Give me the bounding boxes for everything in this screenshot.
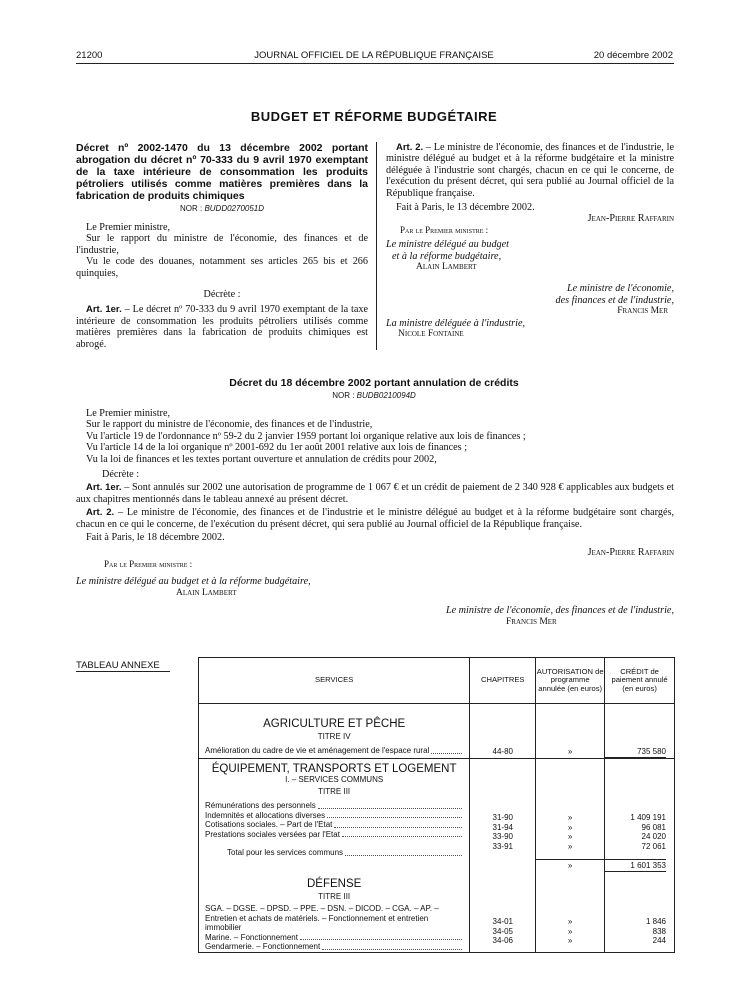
decree2-par: Par le Premier ministre :	[104, 558, 193, 569]
decree1-min-ind: La ministre déléguée à l'industrie,	[386, 317, 526, 329]
cell-chapitre: 44-80	[492, 747, 513, 756]
decree2-heading	[0, 377, 748, 400]
decree1-nor-code: BUDD0270051D	[204, 204, 265, 213]
cell-cp: 244	[652, 936, 666, 945]
decree1-par: Par le Premier ministre :	[400, 224, 489, 235]
decree1-p3: Vu le code des douanes, notamment ses articles 265 bis et 266 quinquies,	[76, 256, 368, 279]
decree1-min-budget-2: et à la réforme budgétaire,	[392, 250, 502, 262]
col-autorisation: AUTORISATION de programme annulée (en euros)	[536, 658, 605, 704]
decree2-art1: Art. 1er. – Sont annulés sur 2002 une autorisation de programme de 1 067 € et un crédit de paiement de 2 340 928 € applicables aux budgets et aux chapitres mentionnés dans le tableau annexé au présent décret.	[76, 482, 674, 505]
decree2-nor-code: BUDB0210094D	[356, 391, 416, 400]
decree1-min-eco-name: Francis Mer	[617, 306, 668, 317]
decree2-min-budget-name: Alain Lambert	[176, 587, 237, 598]
table-row: SGA. – DGSE. – DPSD. – PPE. – DSN. – DICOD. – CGA. – AP. – Entretien et achats de matériels. – Fonctionnement et entretien immobilier	[205, 904, 439, 932]
page-number: 21200	[76, 50, 103, 61]
cell-chapitre: 33-91	[492, 841, 513, 851]
table-row: Indemnités et allocations diverses	[205, 811, 463, 821]
table-row: Marine. – Fonctionnement	[205, 933, 463, 943]
decree2-p2: Sur le rapport du ministre de l'économie, des finances et de l'industrie,	[86, 419, 373, 431]
decree2-decrete: Décrète :	[102, 469, 140, 481]
decree1-fait: Fait à Paris, le 13 décembre 2002.	[396, 202, 535, 214]
decree2-body	[76, 408, 674, 628]
total-cp: 1 601 353	[605, 859, 666, 872]
total-ap: »	[536, 859, 604, 871]
cell-chapitre: 34-01	[492, 917, 513, 926]
col-chapitres: CHAPITRES	[470, 658, 536, 704]
cell-ap: »	[567, 822, 573, 832]
section-title-defense: DÉFENSE	[306, 878, 362, 890]
decree1-title: Décret nº 2002-1470 du 13 décembre 2002 portant abrogation du décret nº 70-333 du 9 avril 1970 exemptant de la taxe intérieure de consommation les produits pétroliers utilisés comme matières premières dans la fabrication de produits chimiques	[76, 142, 368, 202]
col-credit: CRÉDIT de paiement annulé (en euros)	[605, 658, 675, 704]
section-subtitle: TITRE III	[318, 892, 351, 901]
journal-title: JOURNAL OFFICIEL DE LA RÉPUBLIQUE FRANÇAISE	[254, 50, 494, 61]
decree2-p4: Vu l'article 14 de la loi organique nº 2001-692 du 1er août 2001 relative aux lois de finances ;	[86, 442, 468, 454]
section-subtitle: I. – SERVICES COMMUNS	[285, 775, 384, 784]
section-title: BUDGET ET RÉFORME BUDGÉTAIRE	[250, 109, 498, 124]
col-services: SERVICES	[199, 658, 470, 704]
header-rule	[76, 63, 674, 64]
cell-chapitre: 31-90	[492, 813, 513, 822]
decree1-signer: Jean-Pierre Raffarin	[587, 213, 674, 225]
total-row: Total pour les services communs	[205, 847, 463, 858]
decree1-p2: Sur le rapport du ministre de l'économie, des finances et de l'industrie,	[76, 233, 368, 256]
cell-ap: »	[567, 813, 573, 822]
decree1-min-budget-1: Le ministre délégué au budget	[386, 239, 509, 251]
cell-cp: 1 846	[645, 917, 666, 926]
cell-cp: 96 081	[641, 822, 666, 832]
decree1-art2: Art. 2. – Le ministre de l'économie, des finances et de l'industrie, le ministre délégué au budget et à la réforme budgétaire et la ministre déléguée à l'industrie sont chargés, chacun en ce qui le concerne, de l'exécution du présent décret, qui sera publié au Journal officiel de la République française.	[386, 142, 674, 199]
cell-ap: »	[567, 832, 573, 841]
table-row: Amélioration du cadre de vie et aménagement de l'espace rural	[205, 745, 463, 756]
decree1-min-eco-2: des finances et de l'industrie,	[555, 294, 674, 306]
issue-date: 20 décembre 2002	[593, 50, 673, 61]
cell-ap: »	[567, 926, 573, 936]
decree2-title: Décret du 18 décembre 2002 portant annulation de crédits	[229, 377, 519, 389]
cell-ap: »	[567, 747, 573, 756]
decree1-right-column	[386, 142, 674, 341]
cell-chapitre: 34-06	[492, 936, 513, 945]
cell-cp: 838	[652, 926, 666, 936]
annexe-label: TABLEAU ANNEXE	[76, 660, 170, 672]
section-subtitle: TITRE III	[318, 787, 351, 796]
decree1-left-column	[76, 142, 368, 350]
decree2-p5: Vu la loi de finances et les textes portant ouverture et annulation de crédits pour 2002,	[86, 453, 437, 465]
table-row: Cotisations sociales. – Part de l'Etat	[205, 820, 463, 830]
decree2-nor: NOR : BUDB0210094D	[332, 391, 416, 400]
decree1-min-ind-name: Nicole Fontaine	[398, 329, 464, 340]
decree1-p1: Le Premier ministre,	[86, 222, 171, 233]
decree1-min-eco-1: Le ministre de l'économie,	[566, 283, 674, 295]
cell-ap: »	[567, 917, 573, 926]
decree2-signer: Jean-Pierre Raffarin	[587, 547, 674, 559]
annexe-table	[198, 657, 675, 953]
section-subtitle: TITRE IV	[317, 732, 351, 741]
section-title-equipement: ÉQUIPEMENT, TRANSPORTS ET LOGEMENT	[211, 763, 457, 775]
decree1-nor: NOR : BUDD0270051D	[179, 204, 265, 213]
cell-chapitre: 34-05	[492, 926, 513, 936]
table-row: Gendarmerie. – Fonctionnement	[205, 942, 463, 952]
decree2-art2: Art. 2. – Le ministre de l'économie, des finances et de l'industrie et le ministre délégué au budget et à la réforme budgétaire sont chargés, chacun en ce qui le concerne, de l'exécution du présent décret, qui sera publié au Journal officiel de la République française.	[76, 507, 674, 530]
decree2-fait: Fait à Paris, le 18 décembre 2002.	[86, 532, 225, 544]
decree1-min-budget-name: Alain Lambert	[416, 262, 477, 273]
table-row: Prestations sociales versées par l'Etat	[205, 830, 463, 840]
decree2-p1: Le Premier ministre,	[86, 408, 171, 419]
annexe-table-wrap	[198, 657, 675, 953]
cell-cp: 72 061	[641, 841, 666, 851]
cell-ap: »	[567, 841, 573, 851]
decree2-p3: Vu l'article 19 de l'ordonnance nº 59-2 du 2 janvier 1959 portant loi organique relative aux lois de finances ;	[86, 430, 526, 442]
decree2-min-budget: Le ministre délégué au budget et à la réforme budgétaire,	[76, 576, 311, 588]
cell-cp: 1 409 191	[630, 813, 666, 822]
section-title-agriculture: AGRICULTURE ET PÊCHE	[263, 718, 406, 730]
column-divider	[376, 142, 377, 350]
cell-chapitre: 31-94	[492, 822, 513, 832]
cell-chapitre: 33-90	[492, 832, 513, 841]
cell-ap: »	[567, 936, 573, 945]
table-row: Rémunérations des personnels	[205, 801, 463, 811]
cell-cp: 24 020	[641, 832, 666, 841]
decree1-art1: Art. 1er. – Le décret nº 70-333 du 9 avril 1970 exemptant de la taxe intérieure de consommation les produits pétroliers utilisés comme matières premières dans la fabrication de produits chimiques est abrogé.	[76, 304, 368, 350]
decree1-decrete: Décrète :	[203, 289, 241, 301]
cell-cp: 735 580	[605, 746, 666, 758]
decree2-min-eco-name: Francis Mer	[506, 616, 557, 627]
decree2-min-eco: Le ministre de l'économie, des finances et de l'industrie,	[445, 605, 674, 617]
